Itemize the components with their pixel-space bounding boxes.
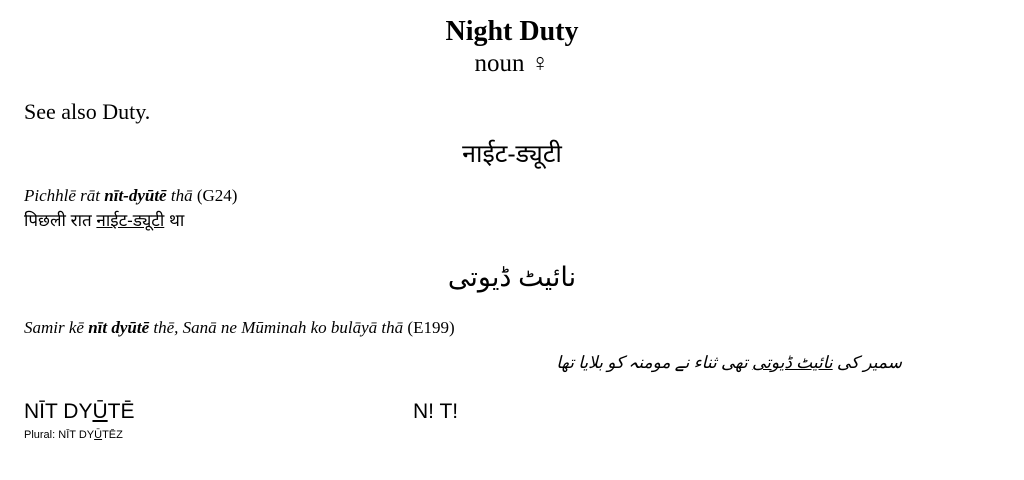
example2-translit-post: thē, Sanā ne Mūminah ko bulāyā thā (149, 318, 404, 337)
headword-pre: NĪT DY (24, 400, 93, 423)
hindi-heading: नाईट-ड्यूटी (462, 140, 562, 168)
headword-romanized (24, 400, 134, 424)
example1-hindi (24, 208, 184, 231)
example1-hindi-keyword: नाईट-ड्यूटी (96, 211, 165, 230)
example1-translit-pre: Pichhlē rāt (24, 186, 105, 205)
urdu-heading: نائیٹ ڈیوتی (447, 262, 577, 292)
gender-symbol: ♀ (530, 50, 550, 77)
see-also-note: See also Duty. (24, 99, 151, 124)
plural-form (24, 429, 123, 441)
part-of-speech: noun (474, 50, 525, 77)
headword-post: TĒ (107, 400, 135, 423)
entry-title: Night Duty (445, 16, 579, 47)
example1-hindi-pre: पिछली रात (24, 211, 97, 230)
example1-transliteration (24, 186, 237, 206)
example2-urdu-keyword: نائیٹ ڈیوتی (751, 353, 833, 372)
plural-label: Plural: (24, 429, 59, 441)
example2-translit-keyword: nīt dyūtē (88, 318, 150, 337)
plural-underlined-letter: Ū (94, 429, 103, 441)
example2-translit-pre: Samir kē (24, 318, 89, 337)
example2-transliteration (24, 318, 455, 338)
plural-pre: NĪT DY (58, 429, 95, 441)
example2-urdu-pre: سمیر کی (832, 353, 902, 372)
example2-reference: (E199) (403, 318, 455, 337)
plural-post: TĒZ (102, 429, 123, 441)
headword-underlined-letter: Ū (92, 400, 108, 423)
example1-translit-keyword: nīt-dyūtē (104, 186, 167, 205)
example2-urdu (556, 352, 902, 373)
example2-urdu-post: تھی ثناء نے مومنہ کو بلایا تھا (556, 353, 752, 372)
example1-reference: (G24) (192, 186, 238, 205)
example1-hindi-post: था (164, 211, 185, 230)
part-of-speech-line (0, 50, 1024, 78)
example1-translit-post: thā (166, 186, 193, 205)
headword-code: N! T! (413, 400, 459, 423)
